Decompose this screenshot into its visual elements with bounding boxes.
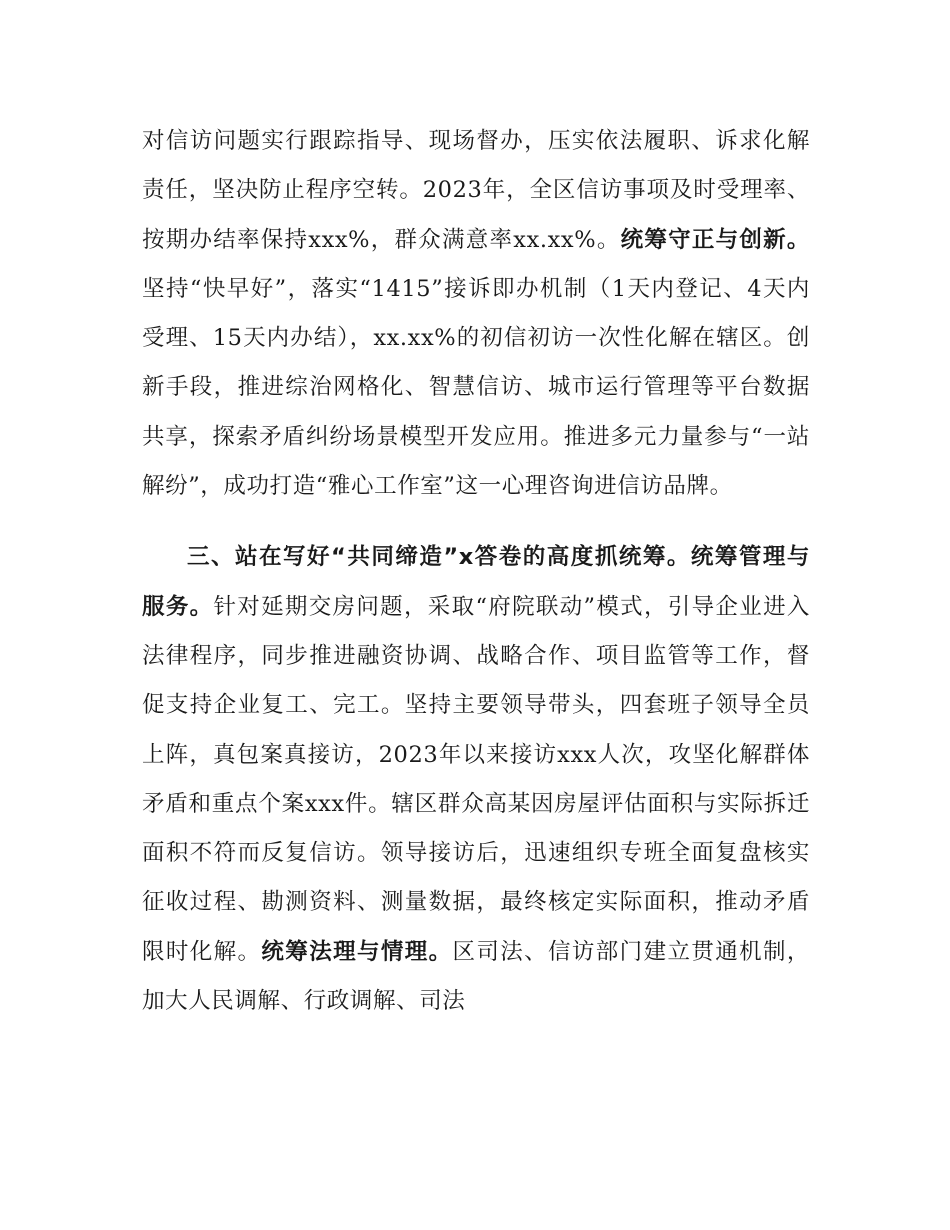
section-heading: 三、站在写好“共同缔造”x答卷的高度抓统筹。 (187, 544, 691, 571)
paragraph-1-text-2: 坚持“快早好”，落实“1415”接诉即办机制（1天内登记、4天内受理、15天内办结），xx.xx%的初信初访一次性化解在辖区。创新手段，推进综治网格化、智慧信访、城市运行管理等平台数据共享，探索矛盾纠纷场景模型开发应用。推进多元力量参与“一站解纷”，成功打造“雅心工作室”这一心理咨询进信访品牌。 (142, 275, 810, 500)
paragraph-1-text-1: 对信访问题实行跟踪指导、现场督办，压实依法履职、诉求化解责任，坚决防止程序空转。2023年，全区信访事项及时受理率、按期办结率保持xxx%，群众满意率xx.xx%。 (142, 128, 810, 253)
paragraph-section-three (142, 533, 810, 1026)
paragraph-1-bold-lead-1: 统筹守正与创新。 (620, 226, 810, 253)
document-body (142, 117, 810, 1026)
paragraph-2-text-2: 区司法、信访部门建立贯通机制，加大人民调解、行政调解、司法 (142, 938, 810, 1015)
paragraph-2-text-1: 针对延期交房问题，采取“府院联动”模式，引导企业进入法律程序，同步推进融资协调、战略合作、项目监管等工作，督促支持企业复工、完工。坚持主要领导带头，四套班子领导全员上阵，真包案真接访，2023年以来接访xxx人次，攻坚化解群体矛盾和重点个案xxx件。辖区群众高某因房屋评估面积与实际拆迁面积不符而反复信访。领导接访后，迅速组织专班全面复盘核实征收过程、勘测资料、测量数据，最终核定实际面积，推动矛盾限时化解。 (142, 593, 810, 965)
paragraph-2-bold-lead-2: 统筹法理与情理。 (261, 938, 453, 965)
paragraph-continued (142, 117, 810, 511)
paragraph-2-bold-lead-1: 统筹管理与服务。 (142, 544, 810, 620)
